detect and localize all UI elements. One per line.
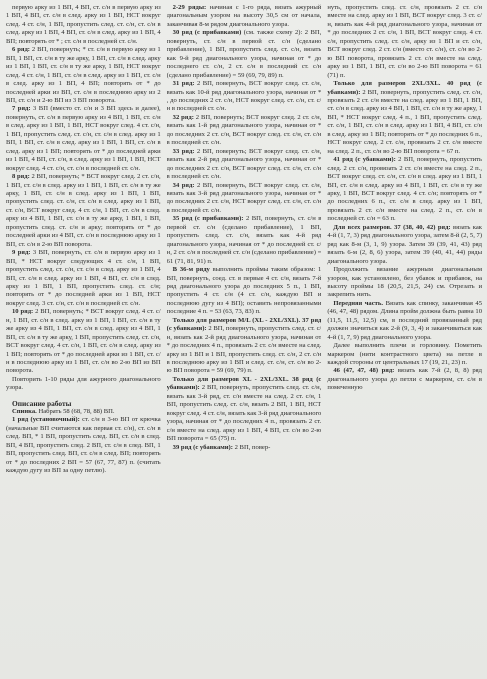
paragraph-text: первую арку из 1 ВП, 4 ВП, ст. с/н в первую арку из 1 ВП, 4 ВП, ст. с/н в след. арку из 1 ВП, НСТ вокруг след. 4 ст. с/н, 1 ВП, пропустить след. ст. с/н, ст. с/н в след. арку из 1 ВП, 4 ВП, ст. с/н в след. арку из 1 ВП, 4 ВП; повторять от * ; ст. с/н в последней ст. с/н. [6, 4, 161, 45]
paragraph [167, 148, 322, 182]
row-label: Для всех размеров. 37 (38, 40, 42) ряд: [333, 223, 451, 231]
row-label: 34 ряд: [172, 181, 195, 189]
text-column-3 [327, 4, 482, 679]
paragraph-text: 3 ВП, повернуть, ст. с/н в первую арку из 1 ВП, * НСТ вокруг следующих 4 ст. с/н, 1 ВП, пропустить след. ст. с/н, ст. с/н в след. арку из 1 ВП, 4 ВП, ст. с/н в след. арку из 1 ВП, 4 ВП, ст. с/н в след. арку из 1 ВП, 1 ВП, пропустить след. ст. с/н; повторять от * до последней арки из 1 ВП, НСТ вокруг след. 3 ст. с/н, ст. с/н в последней ст. с/н. [6, 249, 161, 307]
paragraph-text: начиная с 1-го ряда, вязать ажурный диагональным узором на высоту 30,5 см от начала, заканчивая 8-м рядом диагонального узора. [166, 4, 322, 28]
paragraph-text: 2 ВП, повернуть, пропустить след. 2 ст. с/н, провязать 2 ст. с/н вместе на след. 2 п., ВСТ вокруг след. ст. с/н, ст. с/н в след. арку из 1 ВП, 1 ВП, ст. с/н в след. арку из 4 ВП, 1 ВП, ст. с/н в ту же арку, 1 ВП, ВСТ вокруг след. 4 ст. с/н; повторять от * до последних 6 п., ст. с/н в след. арку из 1 ВП, провязать 2 ст. с/н вместе на след. 2 п., ст. с/н в последней ст. с/н = 63 п. [327, 156, 483, 223]
paragraph [327, 266, 482, 300]
paragraph [327, 80, 482, 156]
row-label: 10 ряд: [12, 308, 34, 316]
text-column-1 [6, 4, 161, 679]
paragraph [167, 29, 322, 80]
row-label: 30 ряд (с прибавками) [172, 29, 242, 37]
paragraph [6, 408, 161, 416]
paragraph [6, 308, 161, 376]
paragraph [167, 317, 322, 376]
row-label: Спинка. [12, 407, 37, 415]
section-heading-text: Описание работы [12, 398, 72, 408]
paragraph-text: Вязать как спинку, заканчивая 45 (46, 47, 48) рядом. Длина пройм должна быть равна 10 (11,5, 11,5, 12,5) см, в последний провязанный ряд должен значиться как 2-й (9, 3, 4) и заканчиваться как 4-й (1, 7, 9) ряд диагонального узора. [327, 299, 483, 341]
paragraph [167, 4, 322, 29]
paragraph [167, 114, 322, 148]
section-heading [6, 399, 161, 408]
paragraph-text: Продолжить вязание ажурным диагональным узором, как установлено, без убавок и прибавок, на высоту проймы 18 (20,5, 21,5, 24) см. Отрезать и закрепить нить. [327, 266, 483, 299]
row-label: 6 ряд: [12, 46, 30, 54]
row-label: Только для размеров XL - 2XL/3XL. 38 ряд (с убавками): [166, 375, 322, 392]
paragraph-text: 2 ВП, повернуть, пропустить след. ст. с/н, вязать как 3-й ряд, ст. с/н вместе на след. 2 ст. с/н, 1 ВП, пропустить след. ст. с/н, вязать 2 ВП, 1 ВП, НСТ вокруг след. 4 ст. с/н, вязать как 3-й ряд диагонального узора, начиная от * до последних 4 п., провязать 2 ст. с/н вместе на след. арку из 1 ВП, 4 ВП, ст. с/н во 2-ю ВП поворота = 65 (75) п. [166, 384, 322, 443]
row-label: 9 ряд: [12, 249, 31, 257]
paragraph [6, 4, 161, 46]
paragraph-text: 2 ВП, повернуть, пропустить след. ст. с/н, вязать как 2-й ряд диагонального узора, начиная от * до последних 4 п., провязать 2 ст. с/н вместе на след. арку из 1 ВП и 1 ВП, пропустить след. ст. с/н, 2 ст. с/н в последнюю арку из 1 ВП и след. ст. с/н, ст. с/н во 2-ю ВП поворота = 59 (69, 79) п. [166, 325, 322, 375]
paragraph-text: 2 ВП, повер- [232, 443, 271, 451]
paragraph-text: 2 ВП, повернуть, ВСТ вокруг след. ст. с/н, вязать как 3-й ряд диагонального узора, начиная от * до последних 2 ст. с/н, НСТ вокруг след. ст. с/н, ст. с/н в последней ст. с/н. [166, 181, 322, 214]
paragraph-text: (см. также схему 2): 2 ВП, повернуть, ст. с/н в первой ст. с/н (сделано прибавление), 1 ВП, пропустить след. ст. с/н, вязать как 9-й ряд диагонального узора, начиная от * до последнего ст. с/н, 2 ст. с/н в последний ст. с/н (сделано прибавление) = 59 (69, 79, 89) п. [166, 29, 322, 79]
paragraph [327, 156, 482, 224]
paragraph-text: 2 ВП, повернуть; ВСТ вокруг след. 2 ст. с/н, вязать как 1-й ряд диагонального узора, начиная от * до последних 2 ст. с/н, ВСТ вокруг след. ст. с/н, ст. с/н в последней ст. с/н. [166, 113, 322, 147]
text-column-2 [167, 4, 322, 679]
paragraph-text: 2 ВП, повернуть; ВСТ вокруг след. ст. с/н, вязать как 2-й ряд диагонального узора, начиная от * до последних 2 ст. с/н, ВСТ вокруг след. ст. с/н, ст. с/н в последней ст. с/н. [166, 147, 322, 181]
paragraph-text: вязать как 7-й (2, 8, 8) ряд диагонального узора до петли с маркером, ст. с/н в помеченную [327, 367, 483, 392]
paragraph [327, 367, 482, 392]
paragraph [327, 300, 482, 342]
row-label: 8 ряд: [12, 173, 30, 181]
paragraph [167, 376, 322, 444]
row-label: 33 ряд: [172, 147, 195, 155]
row-label: 32 ряд: [172, 113, 194, 121]
paragraph-text: 2 ВП, повернуть, пропустить след. ст. с/н, провязать 2 ст. с/н вместе на след. арку из 1 ВП, 1 ВП, ст. с/н в след. арку из 4 ВП, 1 ВП, ст. с/н в ту же арку, 1 ВП, * НСТ вокруг след. 4 п., 1 ВП, пропустить след. ст. с/н, 1 ВП, ст. с/н в след. арку из 1 ВП, 4 ВП, ст. с/н в след. арку из 1 ВП; повторять от * до последних 6 п., НСТ вокруг след. 2 ст. с/н, провязать 2 ст. с/н вместе на след. 2 п., ст. с/н во 2-ю ВП поворота = 67 п. [327, 88, 483, 155]
paragraph-text: вязать как 4-й (1, 7, 3) ряд диагонального узора, затем 8-й (2, 5, 7) ряд как 8-м (3, 1, 9) узора. Затем 39 (39, 41, 43) ряд вязать 6-м (2, 8, 6) узора, затем 39 (40, 41, 44) ряды диагонального узора. [327, 223, 483, 265]
paragraph-text: выполнить проймы таким образом: 1 ВП, повернуть, соед. ст. в первые 4 ст. с/н, вязать 7-й ряд диагонального узора до последних 5 п., 1 ВП, пропустить 4 ст. с/н (4 ст. с/н, каждую ВП и последнюю дугу из 4 ВП); оставить непровязанными последние 4 п. = 53 (63, 73, 83) п. [166, 266, 322, 316]
paragraph-text: 2 ВП, повернуть, ВСТ вокруг след. ст. с/н, вязать как 10-й ряд диагонального узора, начиная от * , до последних 2 ст. с/н, НСТ вокруг след. ст. с/н, ст. с/н в последней ст. с/н. [166, 80, 322, 113]
paragraph-text: Повторить 1-10 ряды для ажурного диагонального узора. [6, 375, 161, 392]
paragraph-text: 2 ВП, повернуть; * ст. с/н в первую арку из 1 ВП, 1 ВП, ст. с/н в ту же арку, 1 ВП, ст. с/н в след. арку из 1 ВП, 1 ВП, ст. с/н в ту же арку, 1 ВП, НСТ вокруг след. 4 ст. с/н, 1 ВП, ст. с/н в след. арку из 1 ВП, ст. с/н в след. арку из 1 ВП, 4 ВП; повторять от * до последней арки из ВП, ст. с/н в последнюю арку из 2 ВП, ст. с/н и 2-ю ВП из 3 ВП поворота. [6, 46, 161, 104]
paragraph [6, 376, 161, 393]
row-label: Только для размеров М/L (XL - 2XL/3XL). 37 ряд (с убавками): [166, 316, 322, 333]
paragraph [167, 444, 322, 452]
row-label: 35 ряд (с прибавками): [172, 215, 244, 223]
paragraph [167, 266, 322, 317]
row-label: 46 (47, 47, 48) ряд: [333, 367, 395, 375]
row-label: 31 ряд: [172, 80, 195, 88]
paragraph-text: ст. с/н в 3-ю ВП от крючка (начальные ВП считаются как первая ст. с/н), ст. с/н в след. ВП, * 1 ВП, пропустить след. ВП, ст. с/н в след. ВП, 4 ВП, пропустить след. 2 ВП, ст. с/н в след. ВП, 1 ВП, пропустить след. ВП, ст. с/н в след. ВП; повторять от * до последних 2 ВП = 57 (67, 77, 87) п. (считать каждую дугу из ВП за одну петлю). [6, 416, 161, 475]
paragraph [6, 173, 161, 249]
row-label: 7 ряд: [12, 105, 31, 113]
paragraph-text: 2 ВП, повернуть; * ВСТ вокруг след. 2 ст. с/н, 1 ВП, ст. с/н в след. арку из 1 ВП, 1 ВП, ст. с/н в ту же арку, 1 ВП, ст. с/н в след. арку из 1 ВП, 1 ВП, пропустить след. ст. с/н, ст. с/н в след. арку из 1 ВП, ст. с/н, ВСТ вокруг след. 4 ст. с/н, 1 ВП, ст. с/н в след. арку из 4 ВП, 1 ВП, ст. с/н в ту же арку, 1 ВП, 1 ВП, пропустить след. ст. с/н и арку; повторять от * до последней арки из 4 ВП, ст. с/н в последнюю арку из 1 ВП, ст. с/н в 2-ю ВП поворота. [6, 173, 161, 248]
paragraph [6, 46, 161, 105]
paragraph-text: 2 ВП, повернуть, ст. с/н в первой ст. с/н (сделано прибавление), 1 ВП, пропустить след. ст. с/н, вязать как 4-й ряд диагонального узора, начиная от * до последней ст. с/н, 2 ст. с/н в последней ст. с/н (сделано прибавление) = 61 (71, 81, 91) п. [166, 215, 322, 265]
paragraph-text: нуть, пропустить след. ст. с/н, провязать 2 ст. с/н вместе на след. арку из 1 ВП, ВСТ вокруг след. 3 ст. с/н, вязать как 4-й ряд диагонального узора, начиная от * до последних 2 ст. с/н, 1 ВП, ВСТ вокруг след. 4 ст. с/н, пропустить след. ст. с/н, арку из 1 ВП и ст. с/н, ВСТ вокруг след. 2 ст. с/н (вместо ст. с/н), ст. с/н во 2-ю ВП поворота, провязать 2 ст. с/н вместе на след. арку из 1 ВП, 1 ВП, ст. с/н во 2-ю ВП поворота = 61 (71) п. [327, 4, 483, 79]
paragraph [167, 182, 322, 216]
paragraph [167, 80, 322, 114]
paragraph-text: Далее выполнить плечи и горловину. Пометить маркером (нити контрастного цвета) на петле в каждой стороны от центральных 17 (19, 21, 23) п. [327, 342, 483, 367]
paragraph-text: Набрать 58 (68, 78, 88) ВП. [36, 407, 115, 415]
paragraph-text: 2 ВП, повернуть; * ВСТ вокруг след. 4 ст. с/н, 1 ВП, ст. с/н в след. арку из 1 ВП, 1 ВП, ст. с/н в ту же арку из 4 ВП, 1 ВП, ст. с/н в след. арку из 4 ВП, 1 ВП, ст. с/н в ту же арку, 1 ВП, пропустить след. ст. с/н, ВСТ вокруг след. 4 ст. с/н, 1 ВП, ст. с/н в след. арку из 1 ВП; повторять от * до последней арки из 1 ВП, ст. с/н в последнюю арку из 1 ВП, ст. с/н во 2-ю ВП из ВП поворота. [6, 308, 161, 375]
row-label: 1 ряд (установочный): [12, 416, 80, 424]
paragraph [327, 4, 482, 80]
row-label: 39 ряд (с убавками): [172, 443, 233, 451]
paragraph [6, 249, 161, 308]
row-label: Передняя часть. [333, 299, 384, 307]
paragraph [6, 416, 161, 475]
paragraph [6, 105, 161, 173]
row-label: 41 ряд (с убавками): [333, 156, 396, 164]
row-label: Только для размеров 2XL/3XL. 40 ряд (с убавками): [327, 80, 483, 96]
paragraph [327, 224, 482, 266]
row-label: 2-29 ряды: [172, 4, 207, 11]
paragraph [327, 342, 482, 367]
paragraph [167, 215, 322, 266]
paragraph-text: 3 ВП (вместо ст. с/н и 3 ВП здесь и далее), повернуть, ст. с/н в первую арку из 4 ВП, 1 ВП, ст. с/н в след. арку из 1 ВП, 1 ВП, НСТ вокруг след. 4 ст. с/н, 1 ВП, пропустить след. ст. с/н, ст. с/н в след. арку из 1 ВП, 1 ВП, ст. с/н в след. арку из 1 ВП, 1 ВП, ст. с/н в след. арку из 1 ВП; повторять от * до последней арки из 1 ВП, 4 ВП, ст. с/н, в след. арку из 1 ВП, 1 ВП, НСТ вокруг след. 4 ст. с/н, ст. с/н в последней ст. с/н. [6, 105, 161, 172]
row-label: В 36-м ряду [172, 266, 210, 274]
